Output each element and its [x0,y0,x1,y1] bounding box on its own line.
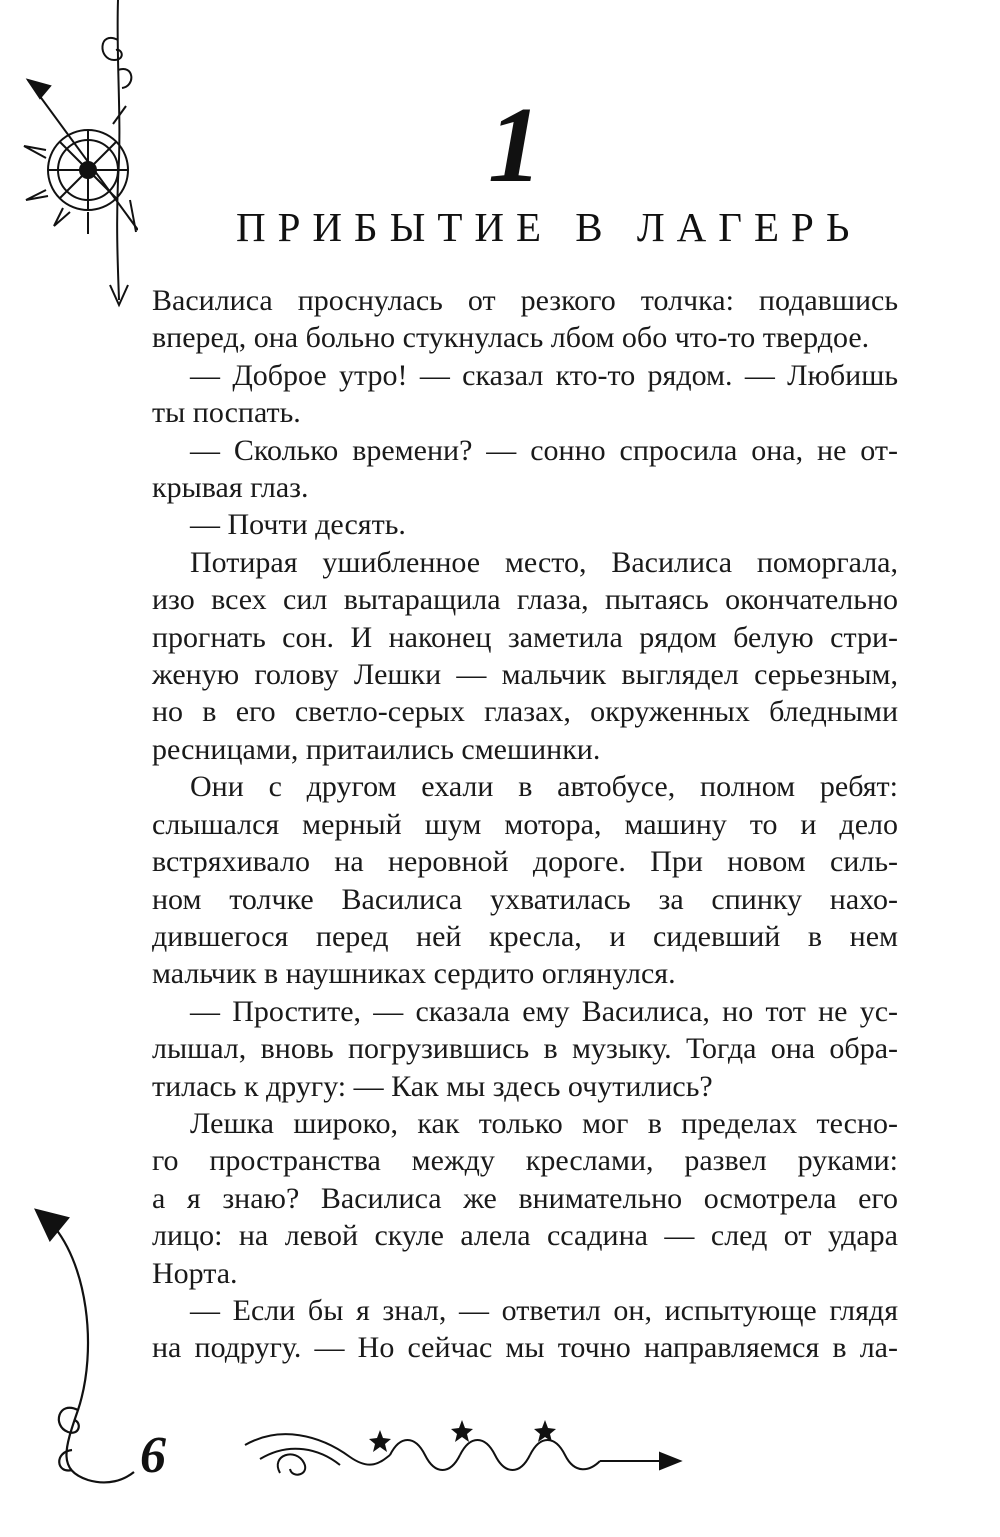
text-line: — Доброе утро! — сказал кто-то рядом. — Любишь [190,358,898,392]
text-line: дившегося перед ней кресла, и сидевший в нем [152,919,898,953]
text-line: но в его светло-серых глазах, окруженных бледными [152,695,898,729]
page-number: 6 [140,1427,166,1484]
text-line: прогнать сон. И наконец заметила рядом белую стри- [152,620,898,654]
text-line: Они с другом ехали в автобусе, полном ребят: [190,770,898,804]
chapter-body [152,282,898,1367]
text-line: Норта. [152,1256,238,1290]
text-line: — Если бы я знал, — ответил он, испытующе глядя [190,1293,898,1327]
text-line: слышался мерный шум мотора, машину то и дело [152,807,898,841]
text-line: ты поспать. [152,396,301,430]
text-line: вперед, она больно стукнулась лбом обо что-то твердое. [152,321,870,355]
text-line: Потирая ушибленное место, Василиса поморгала, [190,545,898,579]
text-line: Лешка широко, как только мог в пределах тесно- [190,1106,898,1140]
text-line: — Почти десять. [190,508,406,542]
text-line: тилась к другу: — Как мы здесь очутились? [152,1069,713,1103]
text-line: лицо: на левой скуле алела ссадина — след от удара [152,1219,898,1253]
text-line: встряхивало на неровной дороге. При новом силь- [152,845,898,879]
text-line: ном толчке Василиса ухватилась за спинку нахо- [152,882,898,916]
text-line: на подругу. — Но сейчас мы точно направляемся в ла- [152,1331,898,1365]
text-line: лышал, вновь погрузившись в музыку. Тогда она обра- [152,1032,898,1066]
text-line: ресницами, притаились смешинки. [152,732,601,766]
text-line: крывая глаз. [152,471,309,505]
text-line: изо всех сил вытаращила глаза, пытаясь окончательно [152,583,898,617]
text-line: Василиса проснулась от резкого толчка: подавшись [152,284,898,317]
curved-arrow-ornament-icon [28,1200,138,1500]
text-line: го пространства между креслами, развел руками: [152,1144,898,1178]
text-line: а я знаю? Василиса же внимательно осмотрела его [152,1181,898,1215]
chapter-number: 1 [488,86,542,205]
text-line: мальчик в наушниках сердито оглянулся. [152,957,676,991]
text-line: — Сколько времени? — сонно спросила она, не от- [190,433,898,467]
text-line: — Простите, — сказала ему Василиса, но тот не ус- [190,994,898,1028]
bottom-flourish-ornament-icon [240,1405,690,1495]
text-line: женую голову Лешки — мальчик выглядел серьезным, [152,658,898,692]
chapter-title: ПРИБЫТИЕ В ЛАГЕРЬ [236,204,862,250]
compass-ornament-icon [18,0,138,330]
